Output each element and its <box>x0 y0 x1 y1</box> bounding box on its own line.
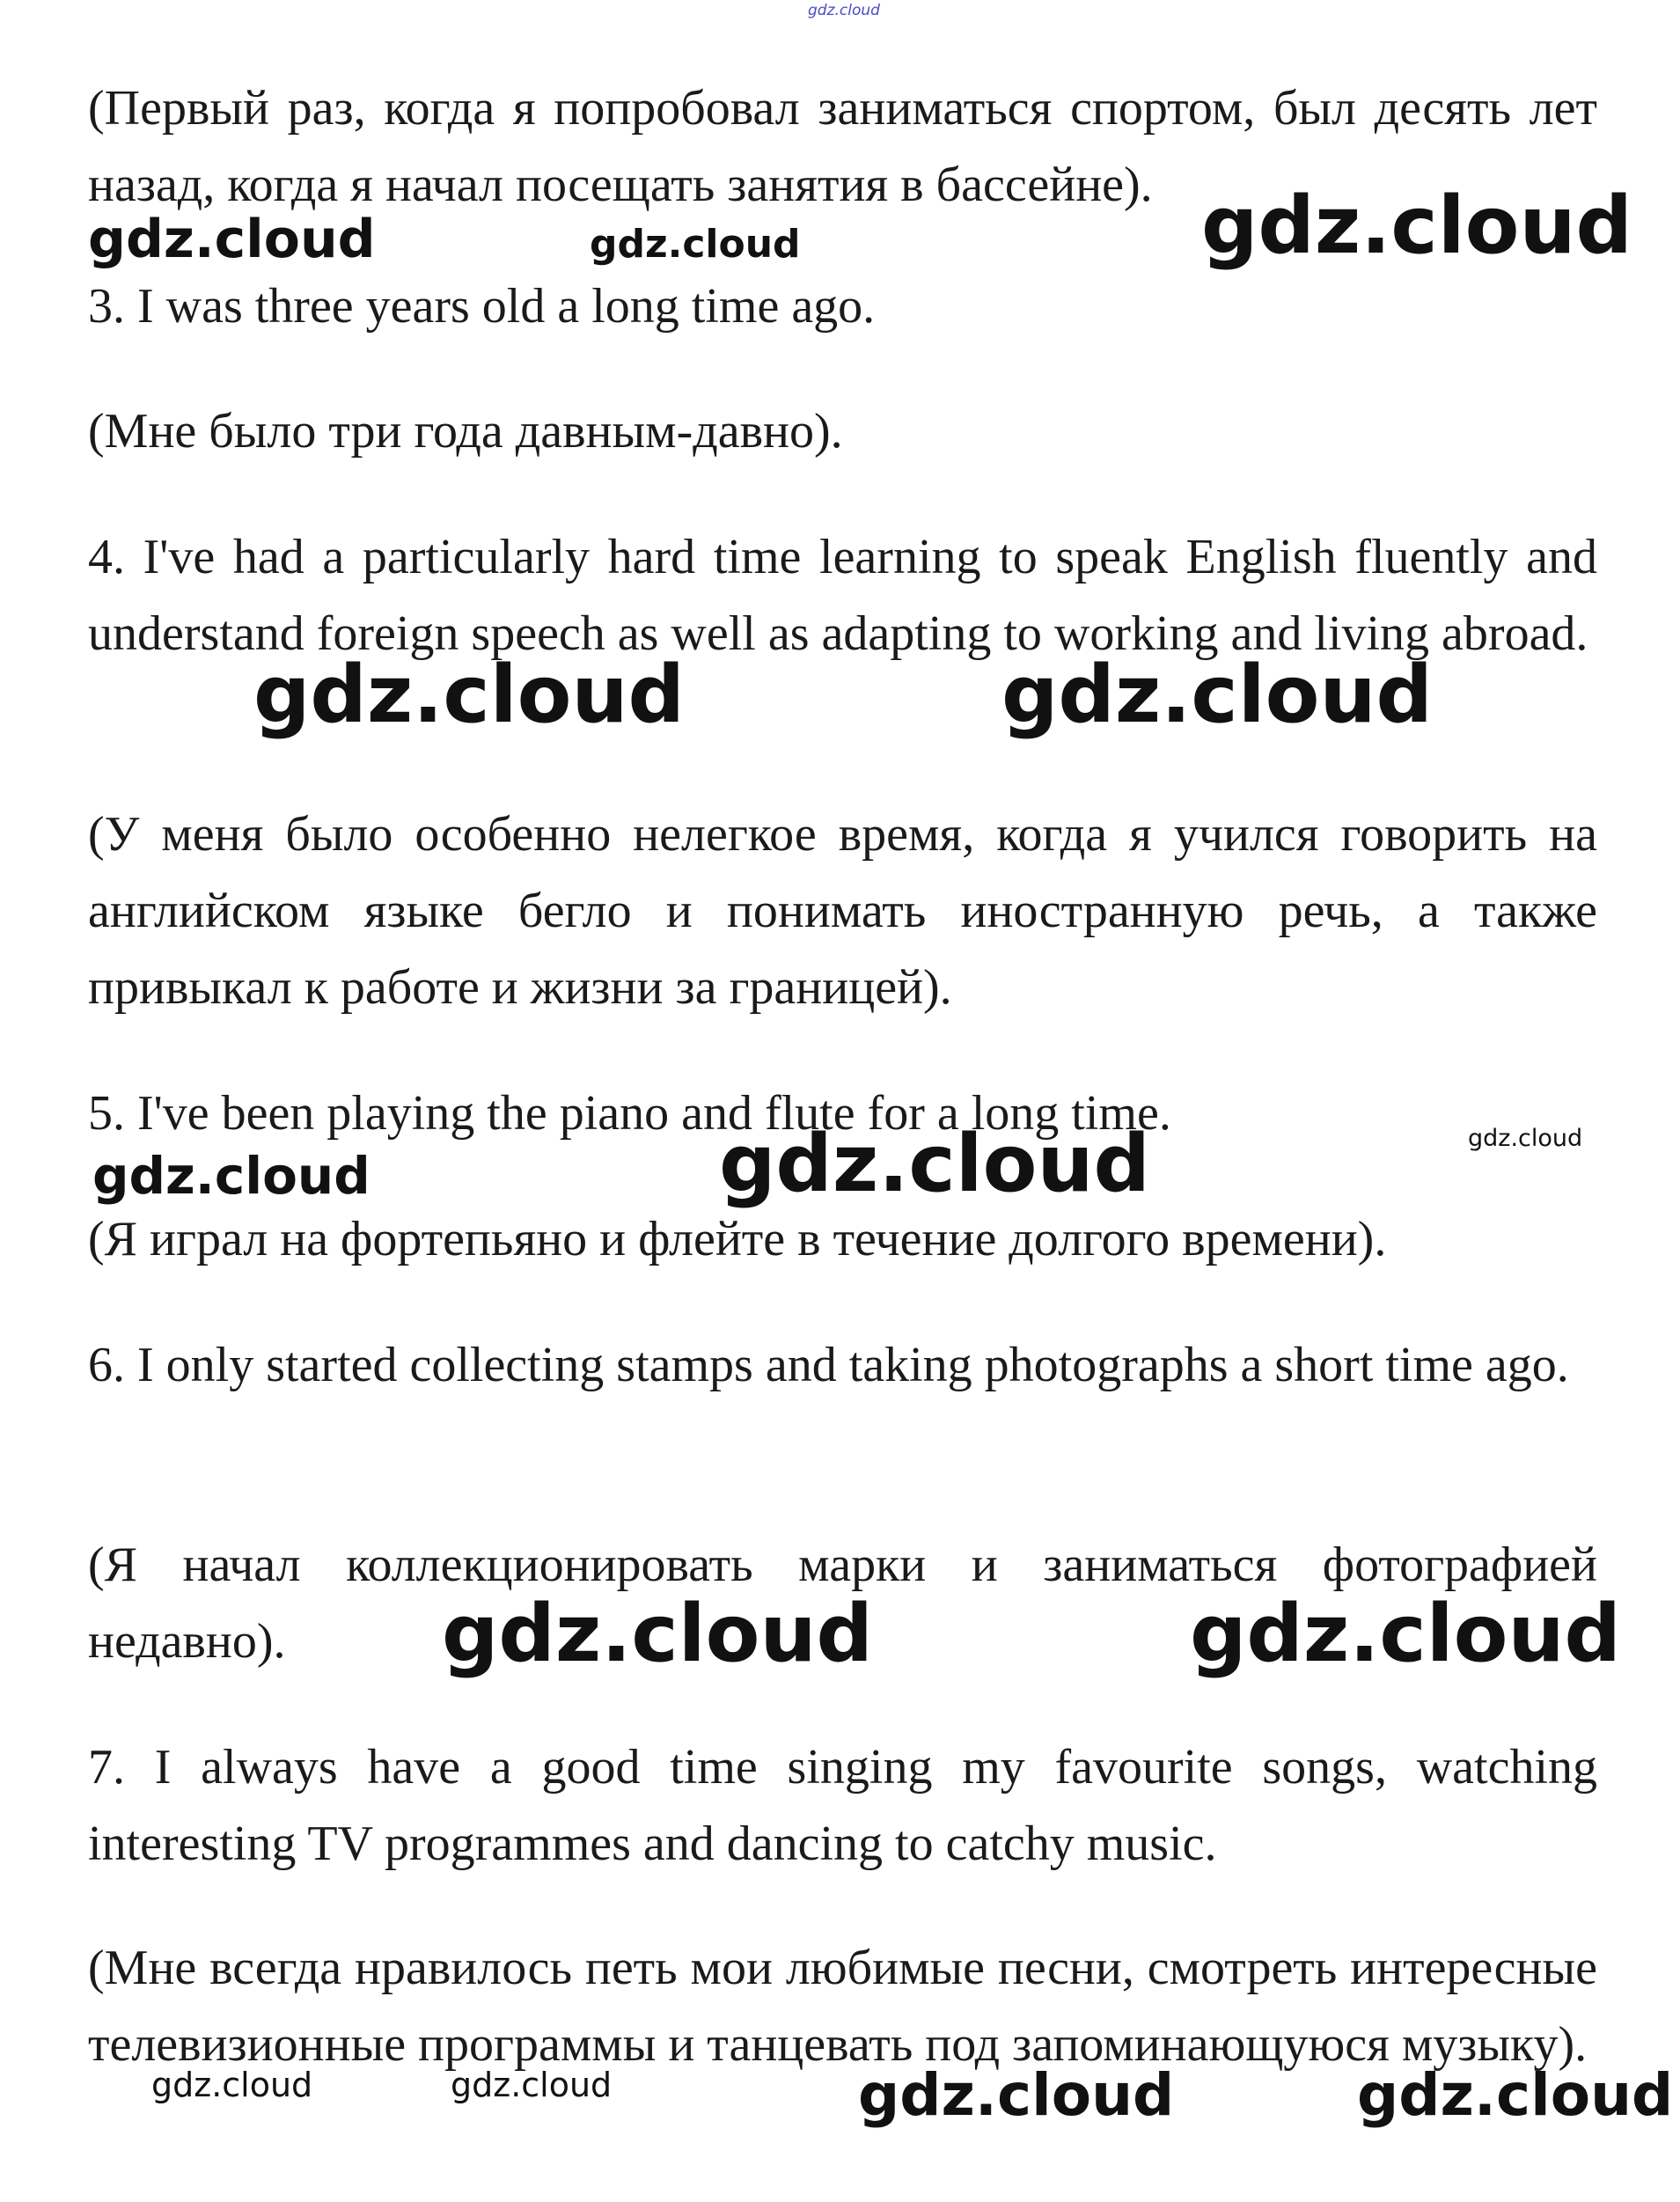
header-watermark: gdz.cloud <box>808 2 880 19</box>
watermark: gdz.cloud <box>719 1118 1150 1210</box>
paragraph-p6-en: 6. I only started collecting stamps and taking photographs a short time ago. <box>88 1338 1569 1392</box>
paragraph-p7-en: 7. I always have a good time singing my favourite songs, watching interesting TV programmes and dancing to catchy music. <box>88 1740 1597 1871</box>
watermark: gdz.cloud <box>92 1146 370 1206</box>
paragraph-p7-ru: (Мне всегда нравилось петь мои любимые песни, смотреть интересные телевизионные программы и танцевать под запоминающуюся музыку). <box>88 1941 1597 2072</box>
watermark: gdz.cloud <box>253 649 685 741</box>
watermark: gdz.cloud <box>88 209 376 270</box>
paragraph-p4-en: 4. I've had a particularly hard time learning to speak English fluently and understand foreign speech as well as adapting to working and living abroad. <box>88 530 1597 661</box>
watermark: gdz.cloud <box>1468 1125 1583 1152</box>
watermark: gdz.cloud <box>1357 2061 1674 2129</box>
watermark: gdz.cloud <box>151 2066 313 2104</box>
watermark: gdz.cloud <box>451 2066 613 2104</box>
paragraph-p5-ru: (Я играл на фортепьяно и флейте в течение долгого времени). <box>88 1212 1387 1266</box>
watermark: gdz.cloud <box>590 222 801 267</box>
watermark: gdz.cloud <box>1190 1588 1621 1680</box>
watermark: gdz.cloud <box>1201 180 1632 272</box>
watermark: gdz.cloud <box>858 2061 1175 2129</box>
watermark: gdz.cloud <box>1001 649 1433 741</box>
watermark: gdz.cloud <box>442 1588 873 1680</box>
paragraph-p5-en: 5. I've been playing the piano and flute for a long time. <box>88 1086 1171 1141</box>
paragraph-p1-ru: (Первый раз, когда я попробовал заниматься спортом, был десять лет назад, когда я начал посещать занятия в бассейне). <box>88 81 1597 212</box>
paragraph-p3-ru: (Мне было три года давным-давно). <box>88 404 843 459</box>
paragraph-p6-ru: (Я начал коллекционировать марки и заниматься фотографией недавно). <box>88 1538 1597 1669</box>
paragraph-p3-en: 3. I was three years old a long time ago. <box>88 279 876 334</box>
paragraph-p4-ru: (У меня было особенно нелегкое время, когда я учился говорить на английском языке бегло и понимать иностранную речь, а также привыкал к работе и жизни за границей). <box>88 807 1597 1015</box>
